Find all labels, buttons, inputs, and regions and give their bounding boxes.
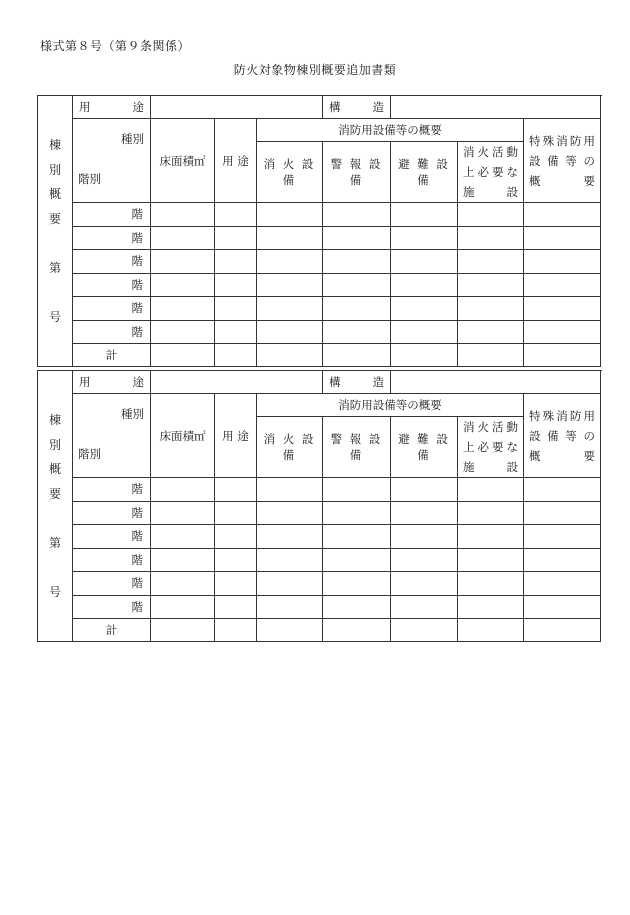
- side-char: 号: [48, 309, 61, 324]
- floor-kind-label: 階別: [78, 172, 101, 186]
- floor-cell[interactable]: [458, 548, 524, 572]
- floor-cell[interactable]: [151, 297, 215, 321]
- floor-label: 階: [73, 203, 151, 227]
- total-cell[interactable]: [215, 619, 257, 642]
- floor-row: [38, 273, 601, 297]
- total-cell[interactable]: [458, 619, 524, 642]
- use-value-field[interactable]: [151, 371, 323, 394]
- floor-cell[interactable]: [257, 226, 323, 250]
- total-cell[interactable]: [391, 344, 458, 367]
- side-label-cell: [38, 371, 73, 642]
- floor-cell[interactable]: [215, 250, 257, 274]
- use-column-header: 用 途: [215, 394, 257, 478]
- floor-cell[interactable]: [458, 595, 524, 619]
- extinguishing-equipment-header: 消 火 設 備: [257, 142, 323, 203]
- use-label: 用 途: [73, 96, 151, 119]
- floor-cell[interactable]: [524, 297, 601, 321]
- floor-cell[interactable]: [257, 250, 323, 274]
- floor-label: 階: [73, 320, 151, 344]
- building-overview-block-1: [37, 95, 600, 367]
- floor-cell[interactable]: [151, 203, 215, 227]
- floor-cell[interactable]: [151, 572, 215, 596]
- floor-cell[interactable]: [151, 525, 215, 549]
- side-char: 第: [48, 260, 61, 275]
- floor-cell[interactable]: [524, 203, 601, 227]
- floor-cell[interactable]: [391, 595, 458, 619]
- total-cell[interactable]: [215, 344, 257, 367]
- floor-label: 階: [73, 501, 151, 525]
- floor-cell[interactable]: [215, 572, 257, 596]
- total-cell[interactable]: [391, 619, 458, 642]
- form-number: 様式第８号（第９条関係）: [40, 39, 191, 53]
- floor-cell[interactable]: [215, 226, 257, 250]
- total-cell[interactable]: [323, 619, 391, 642]
- fire-equipment-overview-header: 消防用設備等の概要: [257, 119, 524, 142]
- building-overview-vertical-label: [49, 408, 61, 604]
- floor-cell[interactable]: [458, 203, 524, 227]
- evacuation-equipment-header: 避 難 設 備: [391, 142, 458, 203]
- floor-cell[interactable]: [524, 226, 601, 250]
- floor-cell[interactable]: [391, 548, 458, 572]
- total-cell[interactable]: [524, 619, 601, 642]
- kind-floor-header: [73, 119, 151, 203]
- floor-row: [38, 226, 601, 250]
- structure-label: 構 造: [323, 96, 391, 119]
- floor-label: 階: [73, 572, 151, 596]
- floor-label: 階: [73, 525, 151, 549]
- floor-cell[interactable]: [323, 525, 391, 549]
- total-cell[interactable]: [524, 344, 601, 367]
- structure-value-field[interactable]: [391, 96, 601, 119]
- floor-cell[interactable]: [151, 501, 215, 525]
- side-char: 別: [48, 162, 61, 177]
- floor-row: [38, 297, 601, 321]
- floor-cell[interactable]: [323, 478, 391, 502]
- floor-cell[interactable]: [215, 297, 257, 321]
- floor-cell[interactable]: [391, 250, 458, 274]
- special-equipment-header: 特 殊 消 防 用 設 備 等 の 概 要: [524, 119, 601, 203]
- total-cell[interactable]: [257, 619, 323, 642]
- use-value-field[interactable]: [151, 96, 323, 119]
- floor-cell[interactable]: [323, 273, 391, 297]
- floor-row: [38, 572, 601, 596]
- floor-cell[interactable]: [257, 478, 323, 502]
- total-cell[interactable]: [323, 344, 391, 367]
- floor-row: [38, 501, 601, 525]
- floor-cell[interactable]: [257, 203, 323, 227]
- floor-cell[interactable]: [458, 525, 524, 549]
- floor-cell[interactable]: [215, 525, 257, 549]
- floor-cell[interactable]: [323, 297, 391, 321]
- alarm-equipment-header: 警 報 設 備: [323, 417, 391, 478]
- total-cell[interactable]: [257, 344, 323, 367]
- floor-row: [38, 548, 601, 572]
- floor-cell[interactable]: [391, 572, 458, 596]
- floor-cell[interactable]: [458, 320, 524, 344]
- floor-label: 階: [73, 595, 151, 619]
- kind-label: 種別: [121, 407, 144, 421]
- floor-cell[interactable]: [323, 320, 391, 344]
- side-char: 号: [48, 584, 61, 599]
- floor-cell[interactable]: [524, 320, 601, 344]
- floor-row: [38, 320, 601, 344]
- floor-cell[interactable]: [323, 250, 391, 274]
- floor-cell[interactable]: [215, 501, 257, 525]
- floor-cell[interactable]: [215, 478, 257, 502]
- side-char: 概: [48, 462, 61, 476]
- floor-cell[interactable]: [391, 273, 458, 297]
- floor-area-header: 床面積㎡: [151, 119, 215, 203]
- floor-cell[interactable]: [323, 226, 391, 250]
- floor-cell[interactable]: [151, 273, 215, 297]
- evacuation-equipment-header: 避 難 設 備: [391, 417, 458, 478]
- floor-cell[interactable]: [215, 273, 257, 297]
- floor-cell[interactable]: [458, 273, 524, 297]
- floor-cell[interactable]: [524, 548, 601, 572]
- floor-cell[interactable]: [524, 273, 601, 297]
- floor-cell[interactable]: [257, 297, 323, 321]
- floor-kind-label: 階別: [78, 447, 101, 461]
- firefighting-facility-header: 消 火 活 動 上 必 要 な 施 設: [458, 417, 524, 478]
- floor-label: 階: [73, 548, 151, 572]
- floor-label: 階: [73, 226, 151, 250]
- alarm-equipment-header: 警 報 設 備: [323, 142, 391, 203]
- kind-floor-header: [73, 394, 151, 478]
- side-label-cell: [38, 96, 73, 367]
- floor-cell[interactable]: [391, 320, 458, 344]
- floor-cell[interactable]: [151, 250, 215, 274]
- floor-cell[interactable]: [458, 297, 524, 321]
- extinguishing-equipment-header: 消 火 設 備: [257, 417, 323, 478]
- floor-label: 階: [73, 297, 151, 321]
- floor-row: [38, 250, 601, 274]
- floor-cell[interactable]: [323, 501, 391, 525]
- floor-cell[interactable]: [391, 525, 458, 549]
- floor-cell[interactable]: [458, 501, 524, 525]
- floor-cell[interactable]: [524, 478, 601, 502]
- fire-equipment-overview-header: 消防用設備等の概要: [257, 394, 524, 417]
- floor-cell[interactable]: [215, 548, 257, 572]
- floor-cell[interactable]: [391, 226, 458, 250]
- building-overview-table: [37, 370, 601, 642]
- floor-cell[interactable]: [257, 320, 323, 344]
- floor-row: [38, 525, 601, 549]
- document-title: 防火対象物棟別概要追加書類: [233, 63, 397, 77]
- total-cell[interactable]: [458, 344, 524, 367]
- side-char: 要: [48, 486, 61, 501]
- side-char: 棟: [48, 138, 61, 152]
- floor-cell[interactable]: [524, 501, 601, 525]
- side-char: 要: [48, 211, 61, 226]
- floor-cell[interactable]: [323, 548, 391, 572]
- side-char: 別: [48, 437, 61, 452]
- floor-cell[interactable]: [257, 572, 323, 596]
- floor-cell[interactable]: [151, 595, 215, 619]
- floor-cell[interactable]: [524, 595, 601, 619]
- building-overview-table: [37, 95, 601, 367]
- floor-row: [38, 595, 601, 619]
- floor-row: [38, 478, 601, 502]
- floor-cell[interactable]: [458, 250, 524, 274]
- floor-cell[interactable]: [391, 203, 458, 227]
- floor-cell[interactable]: [391, 478, 458, 502]
- kind-label: 種別: [121, 132, 144, 146]
- floor-cell[interactable]: [257, 525, 323, 549]
- floor-cell[interactable]: [151, 226, 215, 250]
- structure-value-field[interactable]: [391, 371, 601, 394]
- total-cell[interactable]: [151, 344, 215, 367]
- floor-cell[interactable]: [257, 548, 323, 572]
- firefighting-facility-header: 消 火 活 動 上 必 要 な 施 設: [458, 142, 524, 203]
- floor-cell[interactable]: [257, 273, 323, 297]
- use-label: 用 途: [73, 371, 151, 394]
- total-label: 計: [73, 619, 151, 642]
- floor-cell[interactable]: [391, 297, 458, 321]
- floor-cell[interactable]: [458, 572, 524, 596]
- floor-cell[interactable]: [257, 501, 323, 525]
- floor-cell[interactable]: [215, 203, 257, 227]
- floor-cell[interactable]: [215, 595, 257, 619]
- floor-cell[interactable]: [524, 572, 601, 596]
- floor-cell[interactable]: [151, 548, 215, 572]
- floor-cell[interactable]: [458, 478, 524, 502]
- total-row: [38, 619, 601, 642]
- side-char: 棟: [48, 413, 61, 427]
- floor-cell[interactable]: [151, 478, 215, 502]
- floor-label: 階: [73, 273, 151, 297]
- floor-cell[interactable]: [151, 320, 215, 344]
- building-overview-block-2: [37, 370, 600, 642]
- floor-cell[interactable]: [323, 595, 391, 619]
- floor-label: 階: [73, 250, 151, 274]
- use-column-header: 用 途: [215, 119, 257, 203]
- total-label: 計: [73, 344, 151, 367]
- side-char: 概: [48, 187, 61, 201]
- floor-cell[interactable]: [524, 525, 601, 549]
- floor-row: [38, 203, 601, 227]
- floor-area-header: 床面積㎡: [151, 394, 215, 478]
- total-row: [38, 344, 601, 367]
- floor-cell[interactable]: [257, 595, 323, 619]
- floor-cell[interactable]: [524, 250, 601, 274]
- floor-cell[interactable]: [458, 226, 524, 250]
- structure-label: 構 造: [323, 371, 391, 394]
- floor-cell[interactable]: [323, 203, 391, 227]
- floor-label: 階: [73, 478, 151, 502]
- floor-cell[interactable]: [391, 501, 458, 525]
- special-equipment-header: 特 殊 消 防 用 設 備 等 の 概 要: [524, 394, 601, 478]
- building-overview-vertical-label: [49, 133, 61, 329]
- side-char: 第: [48, 535, 61, 550]
- floor-cell[interactable]: [215, 320, 257, 344]
- floor-cell[interactable]: [323, 572, 391, 596]
- total-cell[interactable]: [151, 619, 215, 642]
